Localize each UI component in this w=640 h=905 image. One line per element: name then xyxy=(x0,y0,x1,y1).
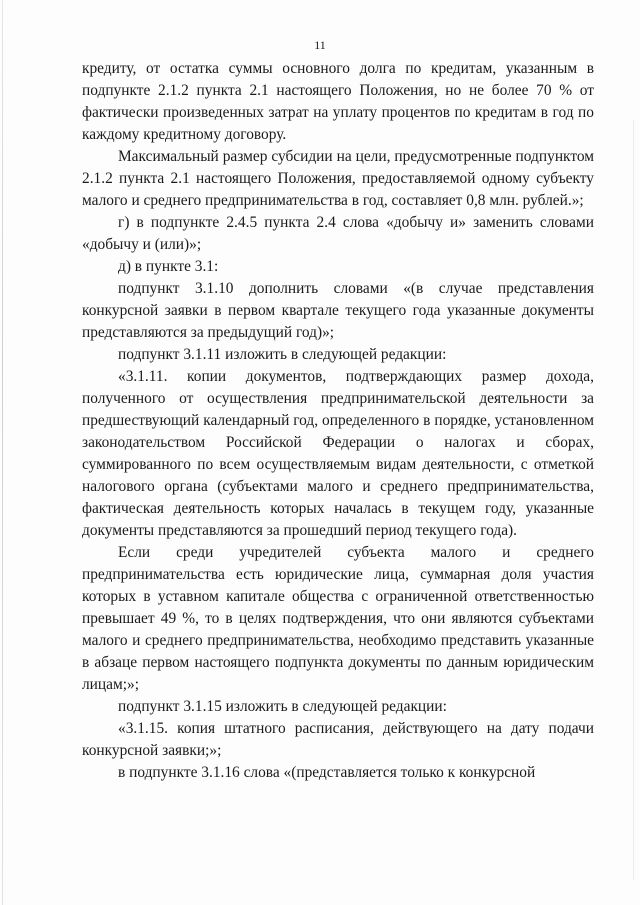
paragraph-subclause-3-1-15-text: «3.1.15. копия штатного расписания, действующего на дату подачи конкурсной заявки;»; xyxy=(82,720,594,759)
paragraph-subclause-3-1-15-intro: подпункт 3.1.15 изложить в следующей редакции: xyxy=(118,698,447,715)
paragraph-max-subsidy: Максимальный размер субсидии на цели, предусмотренные подпунктом 2.1.2 пункта 2.1 настоящего Положения, предоставляемой одному субъекту малого и среднего предпринимательства в год, составляет 0,8 млн. рублей.»; xyxy=(82,148,594,209)
paragraph-item-g: г) в подпункте 2.4.5 пункта 2.4 слова «добычу и» заменить словами «добычу и (или)»; xyxy=(82,214,594,253)
paragraph-subclause-3-1-16: в подпункте 3.1.16 слова «(представляется только к конкурсной xyxy=(118,764,536,781)
paragraph-subclause-3-1-11-text: «3.1.11. копии документов, подтверждающих размер дохода, полученного от осуществления предпринимательской деятельности за предшествующий календарный год, определенного в порядке, установленном законодательством Российской Федерации о налогах и сборах, суммированного по всем осуществляемым видам деятельности, с отметкой налогового органа (субъектами малого и среднего предпринимательства, фактическая деятельность которых началась в текущем году, указанные документы представляются за прошедший период текущего года). xyxy=(82,368,594,539)
paragraph-subclause-3-1-11-intro: подпункт 3.1.11 изложить в следующей редакции: xyxy=(118,346,447,363)
paragraph-subclause-3-1-10: подпункт 3.1.10 дополнить словами «(в случае представления конкурсной заявки в первом квартале текущего года указанные документы представляются за предыдущий год)»; xyxy=(82,280,594,341)
scan-edge-right xyxy=(633,120,634,880)
scan-edge-left xyxy=(2,0,3,905)
paragraph-founders: Если среди учредителей субъекта малого и среднего предпринимательства есть юридические лица, суммарная доля участия которых в уставном капитале общества с ограниченной ответственностью превышает 49 %, то в целях подтверждения, что они являются субъектами малого и среднего предпринимательства, необходимо представить указанные в абзаце первом настоящего подпункта документы по данным юридическим лицам;»; xyxy=(82,544,594,693)
document-body xyxy=(82,58,594,784)
page-number: 11 xyxy=(314,38,326,52)
paragraph-continuation: кредиту, от остатка суммы основного долга по кредитам, указанным в подпункте 2.1.2 пункта 2.1 настоящего Положения, но не более 70 % от фактически произведенных затрат на уплату процентов по кредитам в год по каждому кредитному договору. xyxy=(82,60,594,143)
paragraph-item-d: д) в пункте 3.1: xyxy=(118,258,219,275)
